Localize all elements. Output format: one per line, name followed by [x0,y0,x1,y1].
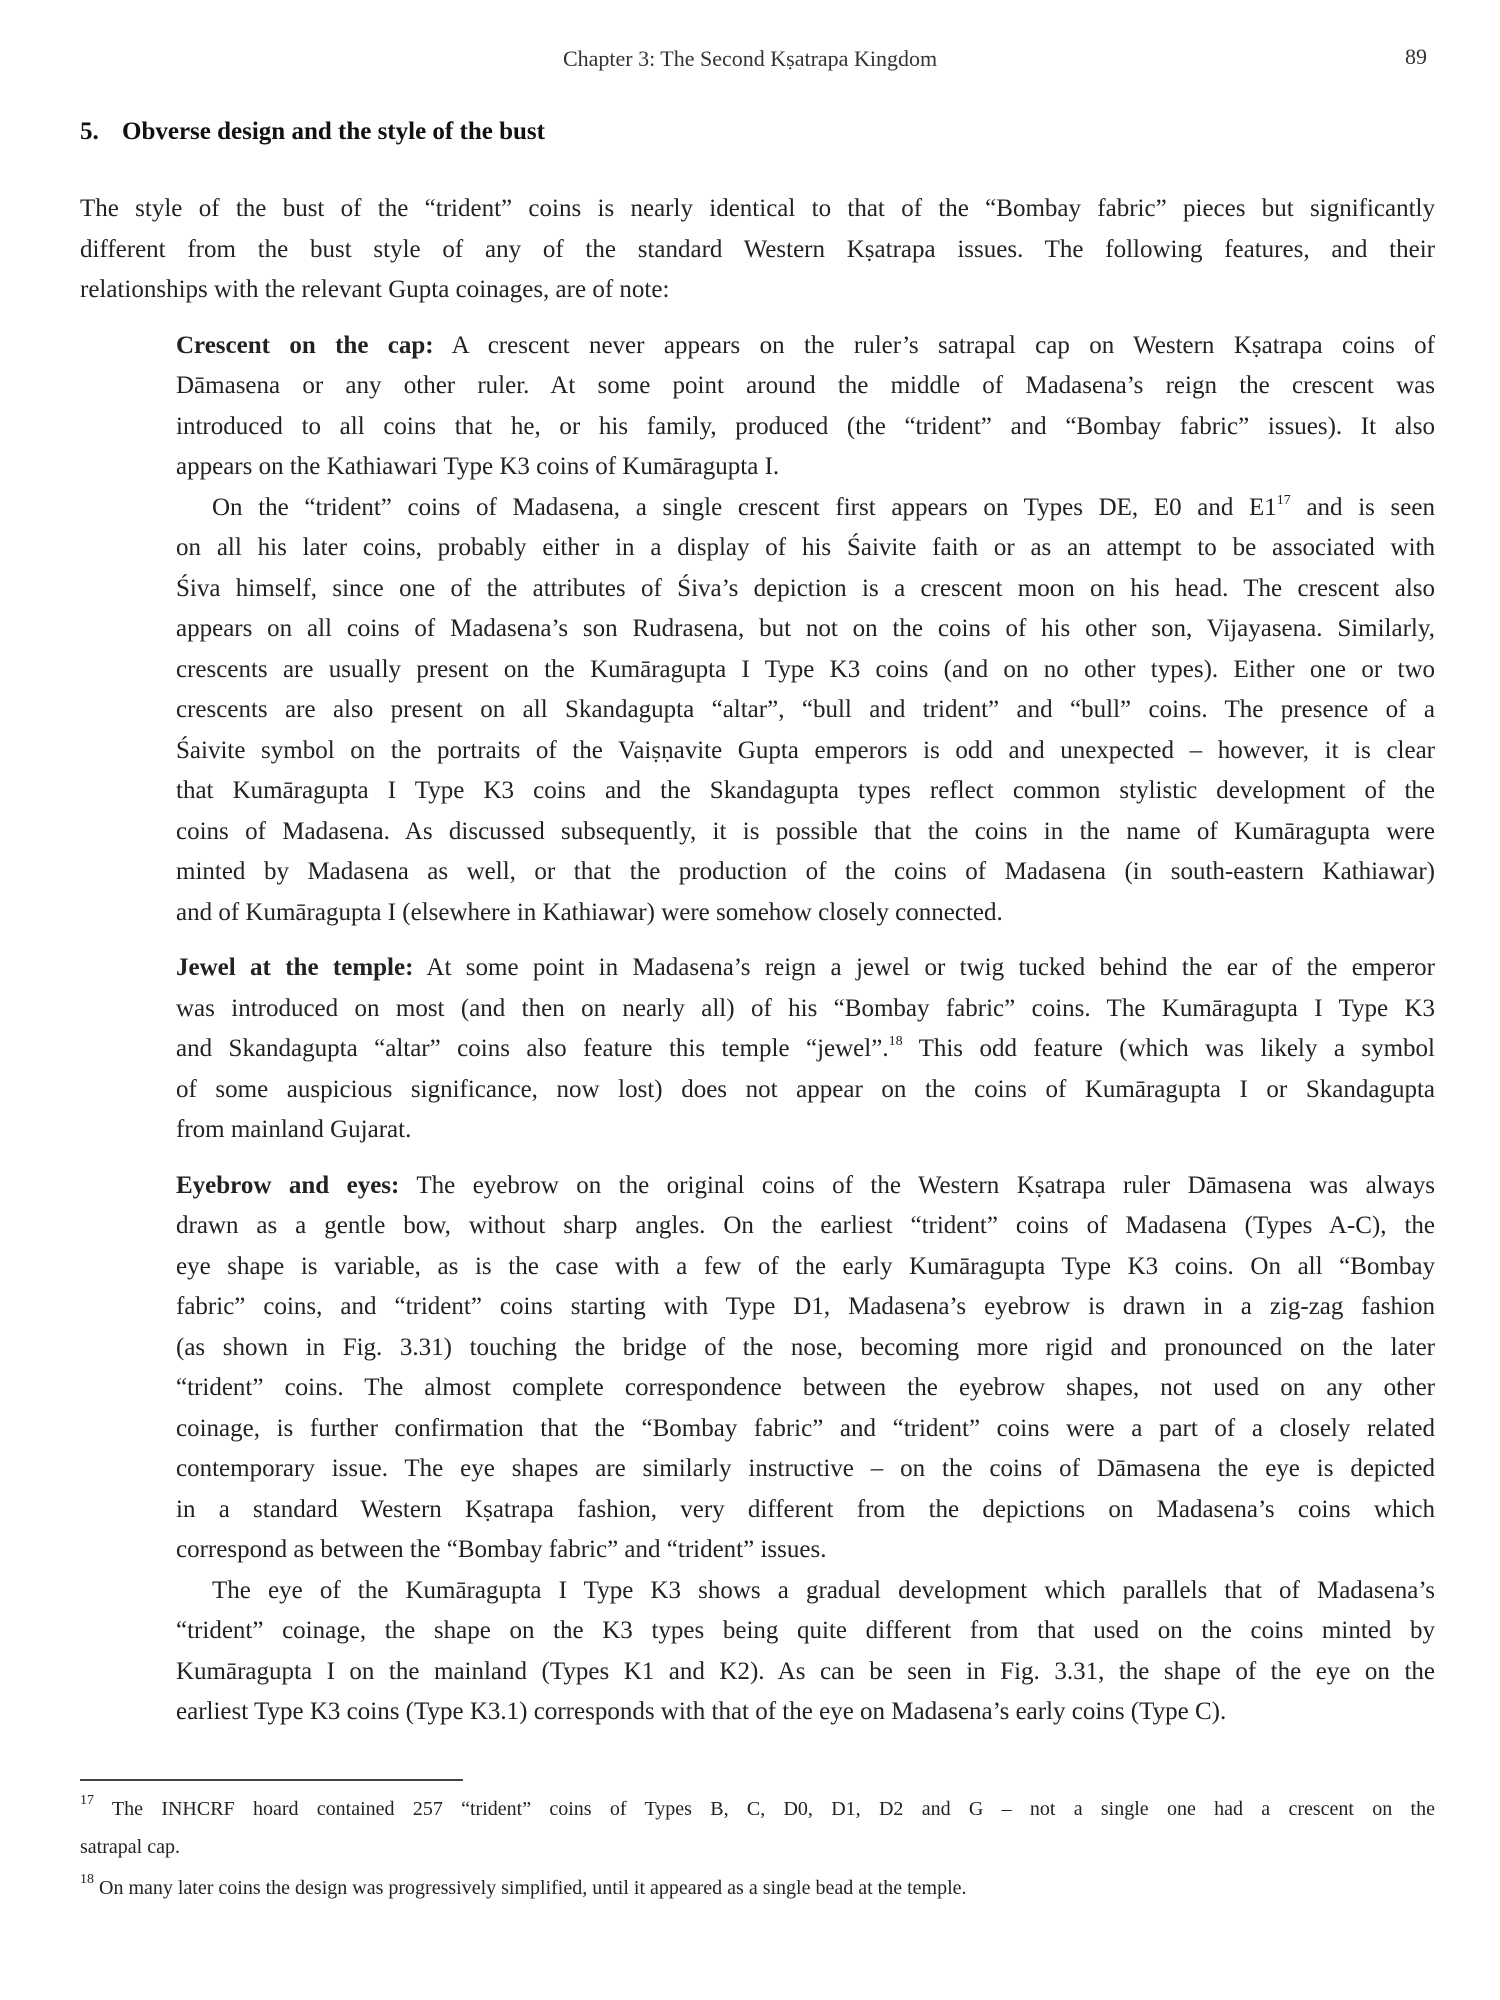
text-line [176,1328,1435,1369]
line-text: of some auspicious significance, now lost) does not appear on the coins of Kumāragupta I or Skandagupta [176,1075,1435,1103]
section-title: Obverse design and the style of the bust [122,118,545,145]
text-line [176,1166,1435,1207]
paragraph [176,1166,1435,1571]
line-text: fabric” coins, and “trident” coins starting with Type D1, Madasena’s eyebrow is drawn in a zig-zag fashion [176,1293,1435,1320]
paragraph-lead: Eyebrow and eyes: [176,1171,400,1199]
line-text: The eye of the Kumāragupta I Type K3 shows a gradual development which parallels that of Madasena’s [212,1576,1435,1604]
body-text [80,189,1435,1748]
text-line [176,1110,1435,1151]
line-text: contemporary issue. The eye shapes are similarly instructive – on the coins of Dāmasena the eye is depicted [176,1455,1435,1482]
text-line [176,1652,1435,1693]
paragraph-lead: Jewel at the temple: [176,954,414,981]
line-text: drawn as a gentle bow, without sharp angles. On the earliest “trident” coins of Madasena (Types A-C), the [176,1212,1435,1239]
text-line [176,1206,1435,1247]
paragraph [176,1571,1435,1733]
footnote [80,1790,1435,1866]
text-line [176,989,1435,1030]
paragraph [176,326,1435,488]
line-text: (as shown in Fig. 3.31) touching the bridge of the nose, becoming more rigid and pronounced on the later [176,1333,1435,1361]
footnote-text: The INHCRF hoard contained 257 “trident” coins of Types B, C, D0, D1, D2 and G – not a single one had a crescent on the [94,1798,1435,1820]
text-line [176,1490,1435,1531]
text-line [176,488,1435,529]
footnote-text: On many later coins the design was progressively simplified, until it appeared as a single bead at the temple. [94,1877,967,1899]
line-text: from mainland Gujarat. [176,1116,412,1143]
text-line [176,447,1435,488]
line-text: “trident” coinage, the shape on the K3 types being quite different from that used on the coins minted by [176,1617,1435,1644]
footnote-mark: 18 [80,1872,94,1887]
line-text: A crescent never appears on the ruler’s satrapal cap on Western Kṣatrapa coins of [433,331,1436,359]
section-number: 5. [80,118,99,145]
text-line [176,948,1435,989]
section-heading [80,118,545,146]
line-text: crescents are also present on all Skandagupta “altar”, “bull and trident” and “bull” coins. The presence of a [176,696,1435,723]
line-text: earliest Type K3 coins (Type K3.1) corresponds with that of the eye on Madasena’s early coins (Type C). [176,1698,1227,1725]
text-line [176,1287,1435,1328]
paragraph [80,189,1435,311]
text-line [176,1530,1435,1571]
text-line [176,812,1435,853]
line-text: and is seen [1290,493,1435,521]
text-line [176,1611,1435,1652]
text-line [80,230,1435,271]
line-text: and Skandagupta “altar” coins also feature this temple “jewel”. [176,1035,889,1062]
paragraph-lead: Crescent on the cap: [176,331,434,359]
footnote-line [80,1790,1435,1828]
line-text: appears on all coins of Madasena’s son Rudrasena, but not on the coins of his other son, Vijayasena. Similarly, [176,615,1435,642]
text-line [176,650,1435,691]
line-text: On the “trident” coins of Madasena, a single crescent first appears on Types DE, E0 and E1 [212,493,1277,521]
line-text: was introduced on most (and then on nearly all) of his “Bombay fabric” coins. The Kumāragupta I Type K3 [176,994,1435,1022]
line-text: crescents are usually present on the Kumāragupta I Type K3 coins (and on no other types). Either one or two [176,655,1435,683]
text-line [176,407,1435,448]
line-text: Śiva himself, since one of the attributes of Śiva’s depiction is a crescent moon on his head. The crescent also [176,574,1435,602]
text-line [176,1247,1435,1288]
line-text: on all his later coins, probably either in a display of his Śaivite faith or as an attempt to be associated with [176,534,1435,561]
text-line [176,528,1435,569]
text-line [176,1029,1435,1070]
line-text: Kumāragupta I on the mainland (Types K1 and K2). As can be seen in Fig. 3.31, the shape of the eye on the [176,1657,1435,1685]
text-line [176,1449,1435,1490]
line-text: in a standard Western Kṣatrapa fashion, very different from the depictions on Madasena’s coins which [176,1495,1435,1523]
text-line [176,326,1435,367]
text-line [176,1409,1435,1450]
footnote-text: satrapal cap. [80,1836,180,1858]
text-line [176,1368,1435,1409]
line-text: correspond as between the “Bombay fabric” and “trident” issues. [176,1536,827,1563]
running-head: Chapter 3: The Second Kṣatrapa Kingdom [562,46,938,71]
text-line [176,1692,1435,1733]
text-line [80,189,1435,230]
line-text: different from the bust style of any of the standard Western Kṣatrapa issues. The following features, and their [80,235,1435,263]
footnote-ref: 18 [888,1034,903,1049]
line-text: that Kumāragupta I Type K3 coins and the Skandagupta types reflect common stylistic development of the [176,777,1435,804]
line-text: coins of Madasena. As discussed subsequently, it is possible that the coins in the name of Kumāragupta were [176,817,1435,845]
footnote-divider [80,1779,463,1781]
text-line [176,690,1435,731]
text-line [176,609,1435,650]
line-text: relationships with the relevant Gupta coinages, are of note: [80,276,670,303]
line-text: minted by Madasena as well, or that the production of the coins of Madasena (in south-eastern Kathiawar) [176,858,1435,885]
text-line [176,569,1435,610]
line-text: The style of the bust of the “trident” coins is nearly identical to that of the “Bombay fabric” pieces but significantly [80,195,1435,222]
paragraph [176,488,1435,934]
text-line [176,366,1435,407]
line-text: eye shape is variable, as is the case with a few of the early Kumāragupta Type K3 coins. On all “Bombay [176,1252,1435,1280]
line-text: Dāmasena or any other ruler. At some point around the middle of Madasena’s reign the crescent was [176,372,1435,399]
footnotes [80,1790,1435,1910]
line-text: At some point in Madasena’s reign a jewel or twig tucked behind the ear of the emperor [413,954,1435,981]
line-text: appears on the Kathiawari Type K3 coins of Kumāragupta I. [176,453,780,480]
text-line [176,1070,1435,1111]
line-text: This odd feature (which was likely a symbol [902,1035,1435,1062]
line-text: Śaivite symbol on the portraits of the Vaiṣṇavite Gupta emperors is odd and unexpected – however, it is clear [176,736,1435,764]
text-line [176,771,1435,812]
line-text: The eyebrow on the original coins of the Western Kṣatrapa ruler Dāmasena was always [399,1171,1435,1199]
text-line [176,893,1435,934]
paragraph [176,948,1435,1151]
footnote [80,1869,1435,1907]
line-text: and of Kumāragupta I (elsewhere in Kathiawar) were somehow closely connected. [176,898,1003,926]
line-text: coinage, is further confirmation that the “Bombay fabric” and “trident” coins were a part of a closely related [176,1414,1435,1442]
footnote-line [80,1828,1435,1866]
text-line [80,270,1435,311]
text-line [176,1571,1435,1612]
footnote-ref: 17 [1276,492,1291,508]
line-text: “trident” coins. The almost complete correspondence between the eyebrow shapes, not used on any other [176,1374,1435,1401]
footnote-mark: 17 [80,1793,94,1808]
text-line [176,731,1435,772]
text-line [176,852,1435,893]
page-number: 89 [1405,44,1427,69]
footnote-line [80,1869,1435,1907]
line-text: introduced to all coins that he, or his family, produced (the “trident” and “Bombay fabric” issues). It also [176,412,1435,440]
